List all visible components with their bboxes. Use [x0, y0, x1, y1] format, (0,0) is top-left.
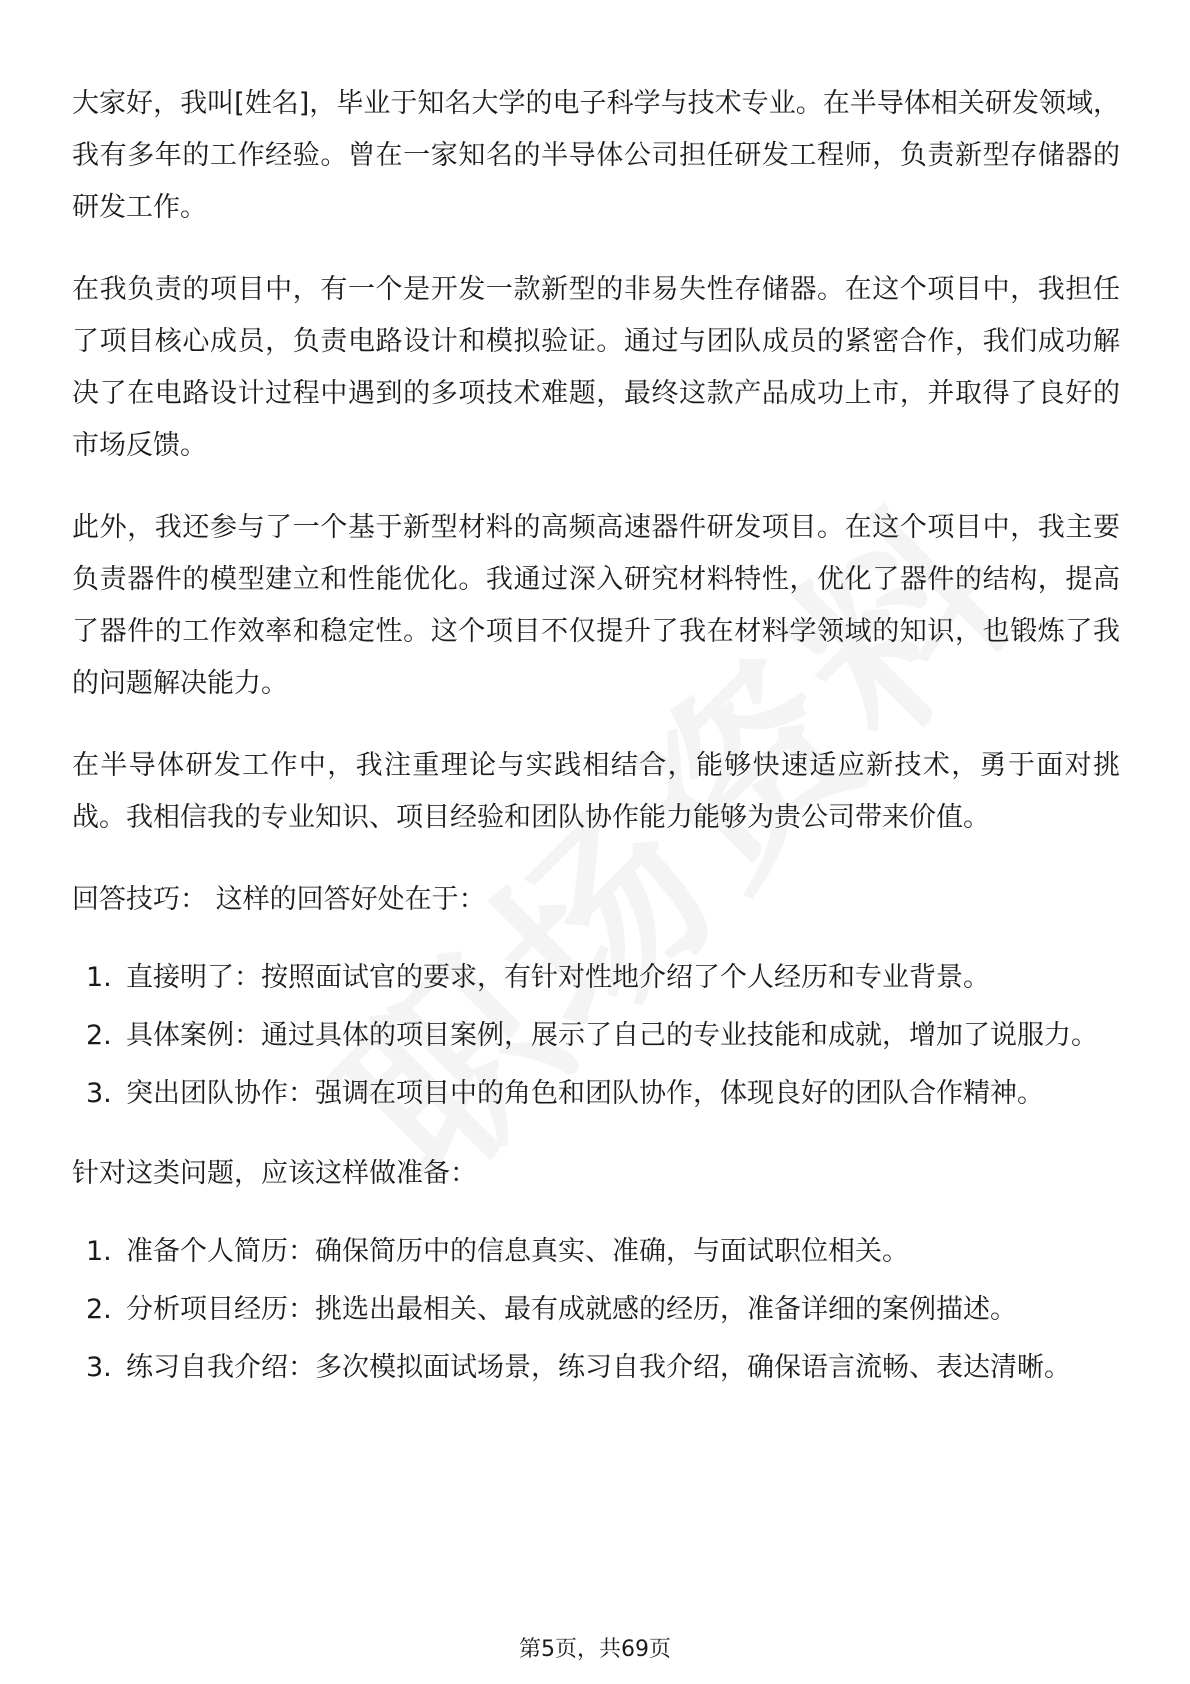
list-text: 练习自我介绍：多次模拟面试场景，练习自我介绍，确保语言流畅、表达清晰。: [126, 1352, 1071, 1383]
list-text: 分析项目经历：挑选出最相关、最有成就感的经历，准备详细的案例描述。: [126, 1294, 1017, 1325]
list-text: 具体案例：通过具体的项目案例，展示了自己的专业技能和成就，增加了说服力。: [126, 1020, 1098, 1051]
intro-paragraph: 大家好，我叫[姓名]，毕业于知名大学的电子科学与技术专业。在半导体相关研发领域，我有多年的工作经验。曾在一家知名的半导体公司担任研发工程师，负责新型存储器的研发工作。: [72, 88, 1120, 223]
list-item: [72, 1010, 1120, 1062]
project-paragraph-2: 此外，我还参与了一个基于新型材料的高频高速器件研发项目。在这个项目中，我主要负责器件的模型建立和性能优化。我通过深入研究材料特性，优化了器件的结构，提高了器件的工作效率和稳定性。这个项目不仅提升了我在材料学领域的知识，也锻炼了我的问题解决能力。: [72, 512, 1120, 699]
list-item: [72, 952, 1120, 1004]
page-footer: 第5页，共69页: [519, 1637, 671, 1662]
prep-list: [72, 1226, 1120, 1394]
prep-heading: 针对这类问题，应该这样做准备：: [72, 1158, 477, 1189]
project-paragraph-1: 在我负责的项目中，有一个是开发一款新型的非易失性存储器。在这个项目中，我担任了项目核心成员，负责电路设计和模拟验证。通过与团队成员的紧密合作，我们成功解决了在电路设计过程中遇到的多项技术难题，最终这款产品成功上市，并取得了良好的市场反馈。: [72, 274, 1120, 461]
tips-heading: 回答技巧： 这样的回答好处在于：: [72, 884, 486, 915]
list-item: [72, 1068, 1120, 1120]
summary-paragraph: 在半导体研发工作中，我注重理论与实践相结合，能够快速适应新技术，勇于面对挑战。我相信我的专业知识、项目经验和团队协作能力能够为贵公司带来价值。: [72, 750, 1120, 833]
list-number: 3.: [86, 1078, 112, 1109]
document-body: [72, 78, 1120, 1422]
list-number: 2.: [86, 1020, 112, 1051]
tips-list: [72, 952, 1120, 1120]
list-item: [72, 1226, 1120, 1278]
list-text: 突出团队协作：强调在项目中的角色和团队协作，体现良好的团队合作精神。: [126, 1078, 1044, 1109]
list-item: [72, 1284, 1120, 1336]
list-number: 2.: [86, 1294, 112, 1325]
list-text: 准备个人简历：确保简历中的信息真实、准确，与面试职位相关。: [126, 1236, 909, 1267]
list-number: 1.: [86, 962, 112, 993]
list-number: 3.: [86, 1352, 112, 1383]
list-number: 1.: [86, 1236, 112, 1267]
list-item: [72, 1342, 1120, 1394]
list-text: 直接明了：按照面试官的要求，有针对性地介绍了个人经历和专业背景。: [126, 962, 990, 993]
